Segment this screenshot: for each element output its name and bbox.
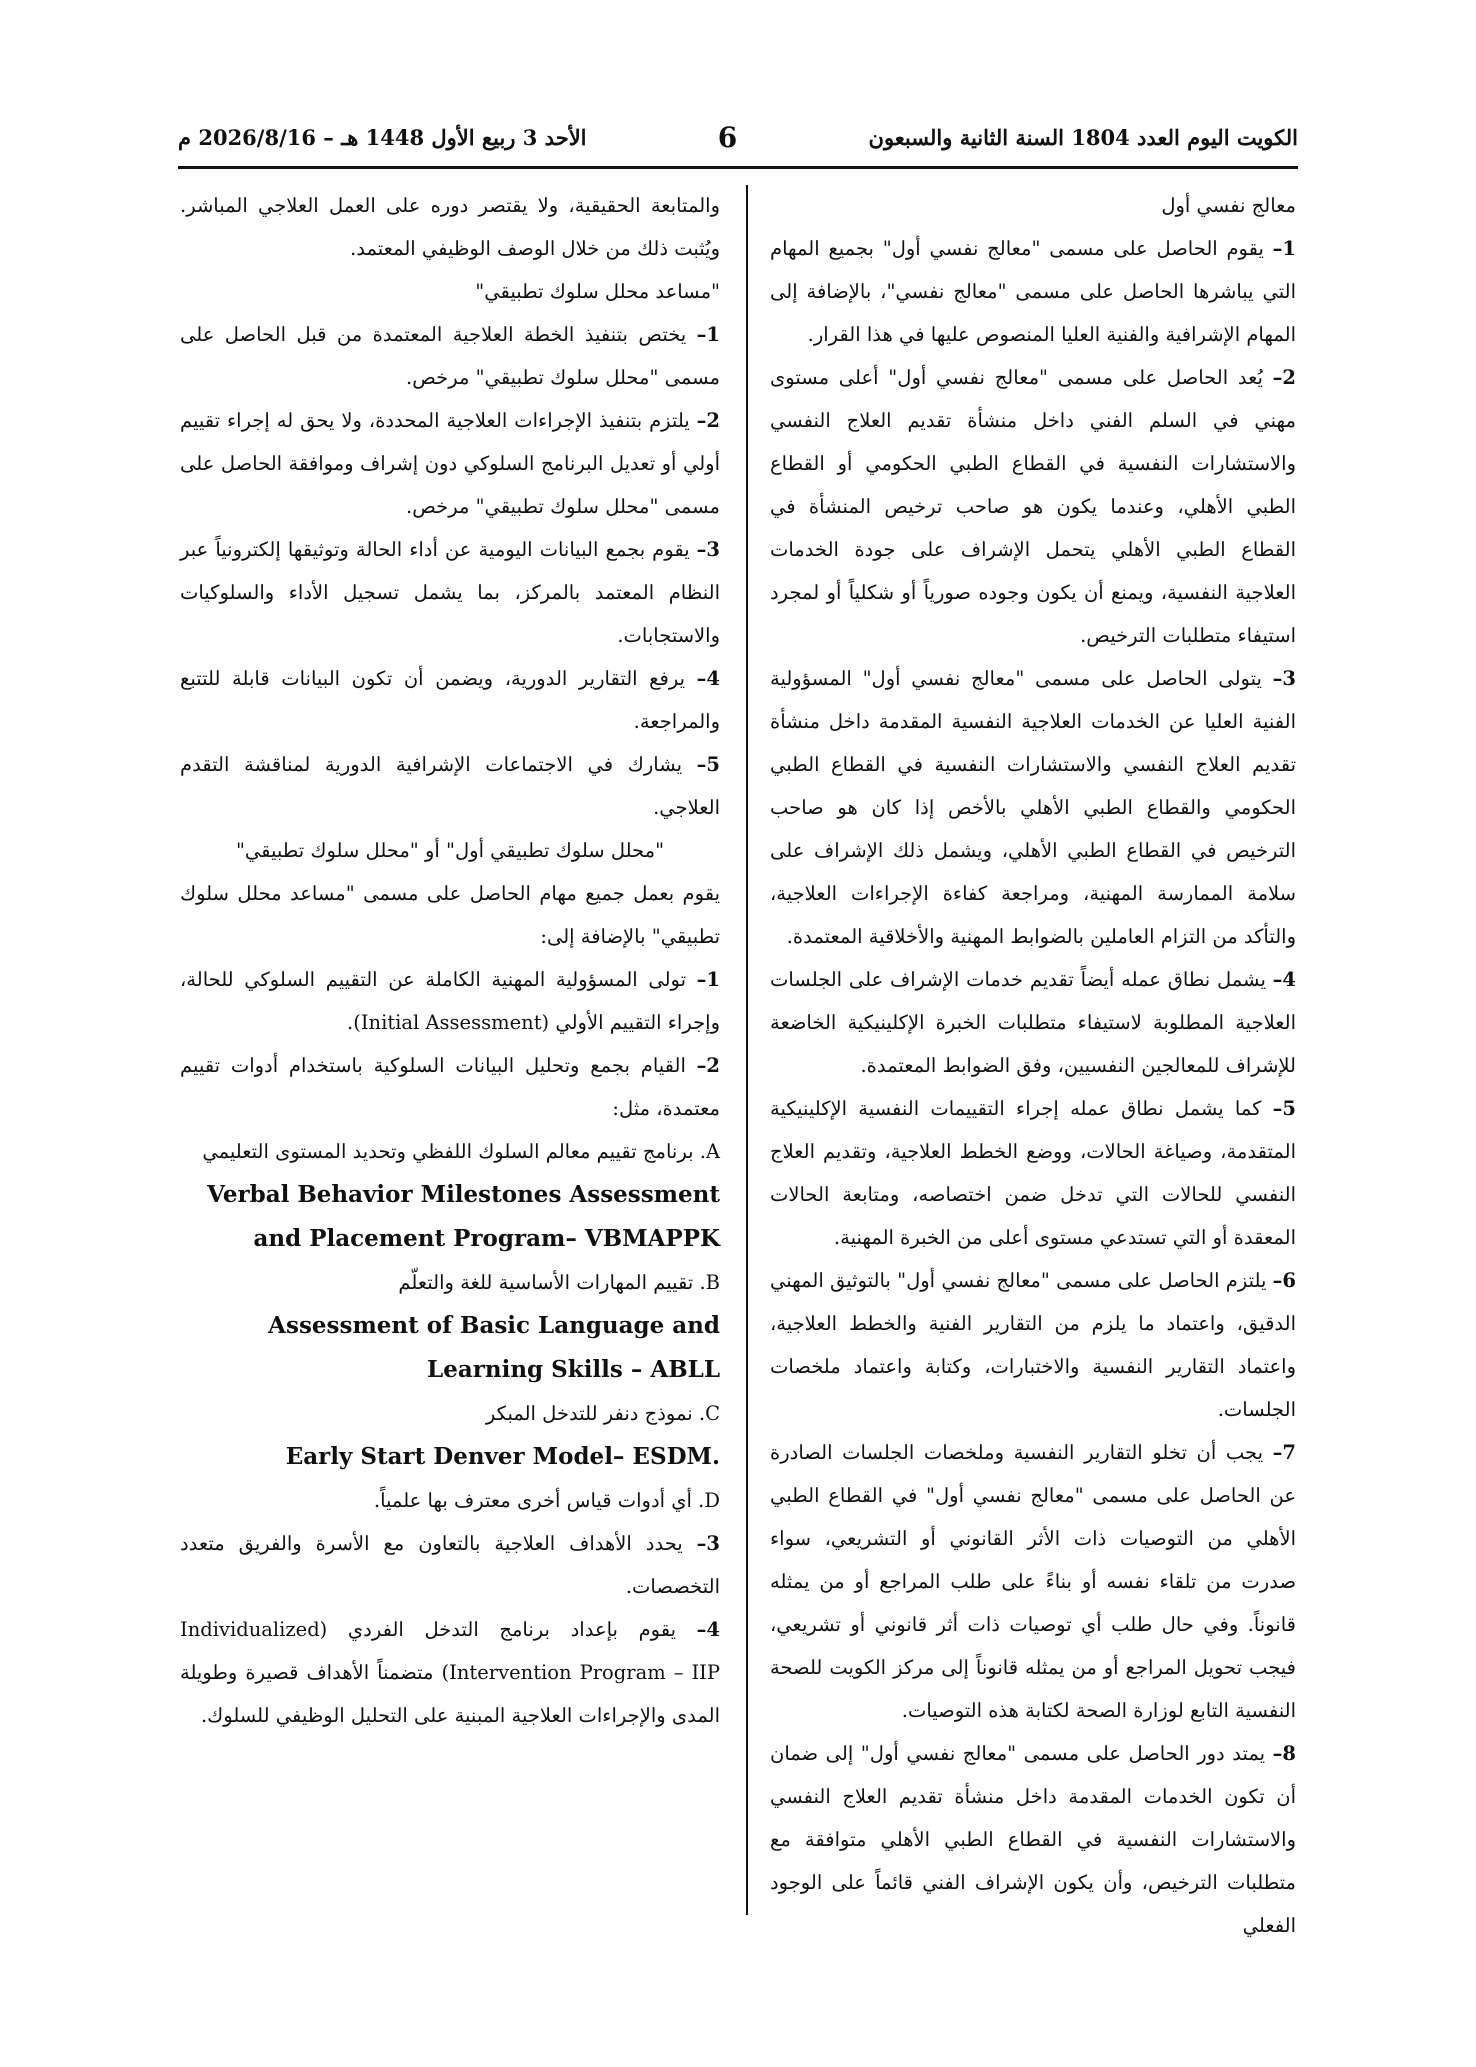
paragraph-text: يجب أن تخلو التقارير النفسية وملخصات الجلسات الصادرة عن الحاصل على مسمى "معالج نفسي أول" في القطاع الطبي الأهلي من التوصيات ذات الأثر القانوني أو التشريعي، سواء صدرت من تلقاء نفسه أو بناءً على طلب المراجع أو من يمثله قانوناً. وفي حال طلب أي توصيات ذات أثر قانوني أو تشريعي، فيجب تحويل المراجع أو من يمثله قانوناً إلى مركز الكويت للصحة النفسية التابع لوزارة الصحة لكتابة هذه التوصيات.	[770, 1441, 1296, 1722]
item-number: 2–	[1272, 366, 1296, 389]
paragraph-text: كما يشمل نطاق عمله إجراء التقييمات النفسية الإكلينيكية المتقدمة، وصياغة الحالات، ووضع الخطط العلاجية، وتقديم العلاج النفسي للحالات التي تدخل ضمن اختصاصه، ومتابعة الحالات المعقدة أو التي تستدعي مستوى أعلى من الخبرة المهنية.	[770, 1097, 1296, 1249]
paragraph	[180, 1173, 720, 1261]
paragraph-text: والمتابعة الحقيقية، ولا يقتصر دوره على العمل العلاجي المباشر. ويُثبت ذلك من خلال الوصف الوظيفي المعتمد.	[180, 194, 720, 260]
paragraph-text: Verbal Behavior Milestones Assessment and Placement Program– VBMAPPK	[207, 1181, 720, 1252]
page-header	[178, 118, 1298, 156]
paragraph-text: يشمل نطاق عمله أيضاً تقديم خدمات الإشراف على الجلسات العلاجية المطلوبة لاستيفاء متطلبات الخبرة الإكلينيكية الخاضعة للإشراف للمعالجين النفسيين، وفق الضوابط المعتمدة.	[770, 968, 1296, 1077]
paragraph	[180, 657, 720, 743]
paragraph	[180, 1044, 720, 1130]
right-column	[770, 184, 1296, 1947]
item-number: 3–	[1272, 667, 1296, 690]
paragraph-text: يقوم بجمع البيانات اليومية عن أداء الحالة وتوثيقها إلكترونياً عبر النظام المعتمد بالمركز، بما يشمل تسجيل الأداء والسلوكيات والاستجابات.	[180, 538, 720, 647]
paragraph-text: A. برنامج تقييم معالم السلوك اللفظي وتحديد المستوى التعليمي	[202, 1140, 720, 1163]
header-rule	[178, 166, 1298, 169]
item-number: 2–	[696, 409, 720, 432]
paragraph	[770, 1732, 1296, 1947]
item-number: 5–	[696, 753, 720, 776]
paragraph-text: يتولى الحاصل على مسمى "معالج نفسي أول" المسؤولية الفنية العليا عن الخدمات العلاجية النفسية المقدمة داخل منشأة تقديم العلاج النفسي والاستشارات النفسية في القطاع الطبي الحكومي والقطاع الطبي الأهلي بالأخص إذا كان هو صاحب الترخيص في القطاع الطبي الأهلي، ويشمل ذلك الإشراف على سلامة الممارسة المهنية، ومراجعة كفاءة الإجراءات العلاجية، والتأكد من التزام العاملين بالضوابط المهنية والأخلاقية المعتمدة.	[770, 667, 1296, 948]
paragraph	[180, 872, 720, 958]
paragraph-text: "محلل سلوك تطبيقي أول" أو "محلل سلوك تطبيقي"	[235, 839, 665, 862]
header-date: الأحد 3 ربيع الأول 1448 هـ – 2026/8/16 م	[178, 124, 587, 150]
paragraph	[180, 399, 720, 528]
page-number: 6	[717, 120, 738, 154]
item-number: 1–	[696, 323, 720, 346]
paragraph-text: يمتد دور الحاصل على مسمى "معالج نفسي أول" إلى ضمان أن تكون الخدمات المقدمة داخل منشأة تقديم العلاج النفسي والاستشارات النفسية في القطاع الطبي الأهلي متوافقة مع متطلبات الترخيص، وأن يكون الإشراف الفني قائماً على الوجود الفعلي	[770, 1742, 1296, 1937]
paragraph-text: يلتزم الحاصل على مسمى "معالج نفسي أول" بالتوثيق المهني الدقيق، واعتماد ما يلزم من التقارير الفنية والخطط العلاجية، واعتماد التقارير النفسية والاختبارات، وكتابة واعتماد ملخصات الجلسات.	[770, 1269, 1296, 1421]
paragraph-text: B. تقييم المهارات الأساسية للغة والتعلّم	[398, 1271, 720, 1294]
paragraph	[180, 1130, 720, 1173]
paragraph-text: يلتزم بتنفيذ الإجراءات العلاجية المحددة، ولا يحق له إجراء تقييم أولي أو تعديل البرنامج السلوكي دون إشراف وموافقة الحاصل على مسمى "محلل سلوك تطبيقي" مرخص.	[180, 409, 720, 518]
paragraph	[770, 1259, 1296, 1431]
paragraph	[770, 184, 1296, 227]
paragraph-text: تولى المسؤولية المهنية الكاملة عن التقييم السلوكي للحالة، وإجراء التقييم الأولي (Initial Assessment).	[180, 968, 720, 1034]
paragraph-text: يقوم الحاصل على مسمى "معالج نفسي أول" بجميع المهام التي يباشرها الحاصل على مسمى "معالج نفسي"، بالإضافة إلى المهام الإشرافية والفنية العليا المنصوص عليها في هذا القرار.	[770, 237, 1296, 346]
paragraph	[180, 270, 720, 313]
paragraph-text: القيام بجمع وتحليل البيانات السلوكية باستخدام أدوات تقييم معتمدة، مثل:	[180, 1054, 720, 1120]
left-column	[180, 184, 720, 1737]
paragraph	[180, 1479, 720, 1522]
paragraph-text: يقوم بإعداد برنامج التدخل الفردي (Individualized Intervention Program – IIP) متضمناً الأهداف قصيرة وطويلة المدى والإجراءات العلاجية المبنية على التحليل الوظيفي للسلوك.	[180, 1618, 721, 1727]
paragraph	[180, 184, 720, 270]
item-number: 2–	[696, 1054, 720, 1077]
paragraph	[770, 227, 1296, 356]
paragraph	[180, 313, 720, 399]
column-divider	[746, 185, 748, 1915]
paragraph	[180, 528, 720, 657]
paragraph-text: D. أي أدوات قياس أخرى معترف بها علمياً.	[373, 1489, 720, 1512]
paragraph	[180, 829, 720, 872]
paragraph	[180, 743, 720, 829]
paragraph	[180, 1261, 720, 1304]
item-number: 3–	[696, 538, 720, 561]
header-publication: الكويت اليوم العدد 1804 السنة الثانية والسبعون	[868, 124, 1298, 150]
item-number: 6–	[1272, 1269, 1296, 1292]
paragraph-text: يحدد الأهداف العلاجية بالتعاون مع الأسرة والفريق متعدد التخصصات.	[180, 1532, 720, 1598]
paragraph	[770, 356, 1296, 657]
paragraph-text: يشارك في الاجتماعات الإشرافية الدورية لمناقشة التقدم العلاجي.	[180, 753, 720, 819]
paragraph	[180, 1435, 720, 1479]
paragraph	[770, 958, 1296, 1087]
item-number: 7–	[1272, 1441, 1296, 1464]
paragraph-text: Assessment of Basic Language and Learning Skills – ABLL	[268, 1312, 720, 1383]
paragraph-text: يرفع التقارير الدورية، ويضمن أن تكون البيانات قابلة للتتبع والمراجعة.	[180, 667, 720, 733]
paragraph	[770, 1431, 1296, 1732]
item-number: 4–	[696, 1618, 720, 1641]
paragraph	[180, 958, 720, 1044]
paragraph	[180, 1392, 720, 1435]
paragraph-text: Early Start Denver Model– ESDM.	[285, 1443, 720, 1470]
paragraph-text: يُعد الحاصل على مسمى "معالج نفسي أول" أعلى مستوى مهني في السلم الفني داخل منشأة تقديم العلاج النفسي والاستشارات النفسية في القطاع الطبي الحكومي أو القطاع الطبي الأهلي، وعندما يكون هو صاحب ترخيص المنشأة في القطاع الطبي الأهلي يتحمل الإشراف على جودة الخدمات العلاجية النفسية، ويمنع أن يكون وجوده صورياً أو شكلياً أو لمجرد استيفاء متطلبات الترخيص.	[770, 366, 1296, 647]
paragraph-text: يختص بتنفيذ الخطة العلاجية المعتمدة من قبل الحاصل على مسمى "محلل سلوك تطبيقي" مرخص.	[180, 323, 720, 389]
item-number: 8–	[1272, 1742, 1296, 1765]
paragraph-text: معالج نفسي أول	[1161, 194, 1296, 217]
paragraph	[770, 1087, 1296, 1259]
item-number: 4–	[1272, 968, 1296, 991]
paragraph-text: C. نموذج دنفر للتدخل المبكر	[485, 1402, 720, 1425]
paragraph-text: يقوم بعمل جميع مهام الحاصل على مسمى "مساعد محلل سلوك تطبيقي" بالإضافة إلى:	[180, 882, 720, 948]
paragraph	[180, 1522, 720, 1608]
item-number: 1–	[696, 968, 720, 991]
paragraph	[770, 657, 1296, 958]
paragraph	[180, 1304, 720, 1392]
item-number: 3–	[696, 1532, 720, 1555]
item-number: 1–	[1272, 237, 1296, 260]
item-number: 4–	[696, 667, 720, 690]
paragraph	[180, 1608, 720, 1737]
item-number: 5–	[1272, 1097, 1296, 1120]
paragraph-text: "مساعد محلل سلوك تطبيقي"	[475, 280, 720, 303]
